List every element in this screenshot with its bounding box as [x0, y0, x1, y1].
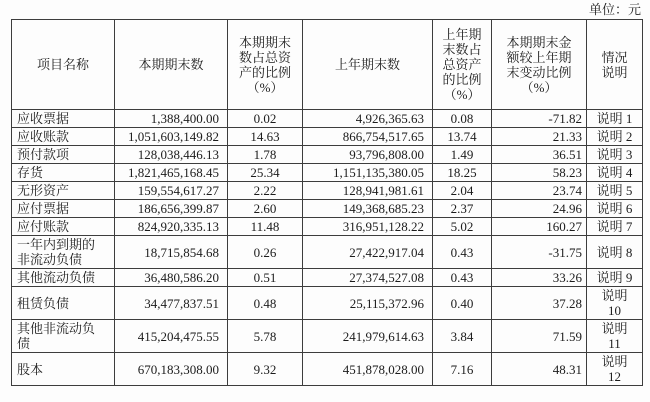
- col-header-current-amount: 本期期末数: [115, 20, 228, 110]
- note-cell: 说明 2: [587, 128, 643, 146]
- current-pct-cell: 0.48: [228, 287, 303, 320]
- prior-pct-cell: 18.25: [433, 164, 492, 182]
- prior-pct-cell: 3.84: [433, 320, 492, 353]
- table-row: [12, 269, 643, 287]
- change-pct-cell: 36.51: [492, 146, 587, 164]
- table-row: [12, 164, 643, 182]
- note-cell: 说明 8: [587, 236, 643, 269]
- table-row: [12, 182, 643, 200]
- table-row: [12, 218, 643, 236]
- prior-pct-cell: 13.74: [433, 128, 492, 146]
- current-pct-cell: 9.32: [228, 353, 303, 386]
- current-pct-cell: 0.51: [228, 269, 303, 287]
- table-header: [12, 20, 643, 110]
- item-name-cell: 应付账款: [12, 218, 115, 236]
- change-pct-cell: 21.33: [492, 128, 587, 146]
- table-row: [12, 320, 643, 353]
- item-name-cell: 存货: [12, 164, 115, 182]
- current-amount-cell: 34,477,837.51: [115, 287, 228, 320]
- table-row: [12, 128, 643, 146]
- prior-amount-cell: 451,878,028.00: [303, 353, 433, 386]
- item-name-cell: 其他流动负债: [12, 269, 115, 287]
- current-amount-cell: 1,051,603,149.82: [115, 128, 228, 146]
- note-cell: 说明 4: [587, 164, 643, 182]
- col-header-prior-amount: 上年期末数: [303, 20, 433, 110]
- note-cell: 说明 12: [587, 353, 643, 386]
- prior-pct-cell: 2.04: [433, 182, 492, 200]
- note-cell: 说明 10: [587, 287, 643, 320]
- current-amount-cell: 824,920,335.13: [115, 218, 228, 236]
- change-pct-cell: 48.31: [492, 353, 587, 386]
- current-amount-cell: 415,204,475.55: [115, 320, 228, 353]
- col-header-change-pct: 本期期末金额较上年期末变动比例（%）: [492, 20, 587, 110]
- prior-pct-cell: 0.43: [433, 269, 492, 287]
- current-pct-cell: 1.78: [228, 146, 303, 164]
- table-row: [12, 110, 643, 128]
- note-cell: 说明 9: [587, 269, 643, 287]
- prior-pct-cell: 1.49: [433, 146, 492, 164]
- prior-amount-cell: 149,368,685.23: [303, 200, 433, 218]
- financial-items-table: [11, 19, 643, 386]
- prior-amount-cell: 866,754,517.65: [303, 128, 433, 146]
- item-name-cell: 股本: [12, 353, 115, 386]
- item-name-cell: 其他非流动负债: [12, 320, 115, 353]
- prior-amount-cell: 316,951,128.22: [303, 218, 433, 236]
- change-pct-cell: 23.74: [492, 182, 587, 200]
- item-name-cell: 租赁负债: [12, 287, 115, 320]
- col-header-prior-pct: 上年期末数占总资产的比例（%）: [433, 20, 492, 110]
- note-cell: 说明 6: [587, 200, 643, 218]
- prior-pct-cell: 7.16: [433, 353, 492, 386]
- current-pct-cell: 0.26: [228, 236, 303, 269]
- current-amount-cell: 670,183,308.00: [115, 353, 228, 386]
- prior-amount-cell: 25,115,372.96: [303, 287, 433, 320]
- current-pct-cell: 11.48: [228, 218, 303, 236]
- prior-amount-cell: 93,796,808.00: [303, 146, 433, 164]
- unit-label: 单位：元: [588, 2, 641, 17]
- note-cell: 说明 3: [587, 146, 643, 164]
- prior-amount-cell: 128,941,981.61: [303, 182, 433, 200]
- change-pct-cell: 24.96: [492, 200, 587, 218]
- prior-amount-cell: 4,926,365.63: [303, 110, 433, 128]
- change-pct-cell: 58.23: [492, 164, 587, 182]
- item-name-cell: 应收票据: [12, 110, 115, 128]
- header-row: [12, 20, 643, 110]
- current-amount-cell: 1,821,465,168.45: [115, 164, 228, 182]
- prior-amount-cell: 27,422,917.04: [303, 236, 433, 269]
- table-row: [12, 146, 643, 164]
- prior-pct-cell: 0.43: [433, 236, 492, 269]
- table-row: [12, 236, 643, 269]
- current-pct-cell: 0.02: [228, 110, 303, 128]
- table-row: [12, 353, 643, 386]
- note-cell: 说明 7: [587, 218, 643, 236]
- change-pct-cell: 37.28: [492, 287, 587, 320]
- item-name-cell: 预付款项: [12, 146, 115, 164]
- current-amount-cell: 36,480,586.20: [115, 269, 228, 287]
- prior-amount-cell: 241,979,614.63: [303, 320, 433, 353]
- note-cell: 说明 5: [587, 182, 643, 200]
- current-pct-cell: 25.34: [228, 164, 303, 182]
- prior-pct-cell: 0.40: [433, 287, 492, 320]
- col-header-note: 情况说明: [587, 20, 643, 110]
- change-pct-cell: 71.59: [492, 320, 587, 353]
- prior-amount-cell: 1,151,135,380.05: [303, 164, 433, 182]
- col-header-current-pct: 本期期末数占总资产的比例（%）: [228, 20, 303, 110]
- current-amount-cell: 186,656,399.87: [115, 200, 228, 218]
- current-amount-cell: 1,388,400.00: [115, 110, 228, 128]
- prior-pct-cell: 2.37: [433, 200, 492, 218]
- change-pct-cell: -31.75: [492, 236, 587, 269]
- current-amount-cell: 128,038,446.13: [115, 146, 228, 164]
- item-name-cell: 一年内到期的非流动负债: [12, 236, 115, 269]
- current-pct-cell: 14.63: [228, 128, 303, 146]
- item-name-cell: 应付票据: [12, 200, 115, 218]
- change-pct-cell: -71.82: [492, 110, 587, 128]
- current-pct-cell: 2.60: [228, 200, 303, 218]
- change-pct-cell: 33.26: [492, 269, 587, 287]
- item-name-cell: 无形资产: [12, 182, 115, 200]
- note-cell: 说明 1: [587, 110, 643, 128]
- change-pct-cell: 160.27: [492, 218, 587, 236]
- prior-amount-cell: 27,374,527.08: [303, 269, 433, 287]
- col-header-item-name: 项目名称: [12, 20, 115, 110]
- current-amount-cell: 159,554,617.27: [115, 182, 228, 200]
- current-pct-cell: 5.78: [228, 320, 303, 353]
- current-pct-cell: 2.22: [228, 182, 303, 200]
- table-row: [12, 287, 643, 320]
- table-row: [12, 200, 643, 218]
- note-cell: 说明 11: [587, 320, 643, 353]
- item-name-cell: 应收账款: [12, 128, 115, 146]
- prior-pct-cell: 5.02: [433, 218, 492, 236]
- prior-pct-cell: 0.08: [433, 110, 492, 128]
- current-amount-cell: 18,715,854.68: [115, 236, 228, 269]
- table-body: [12, 110, 643, 386]
